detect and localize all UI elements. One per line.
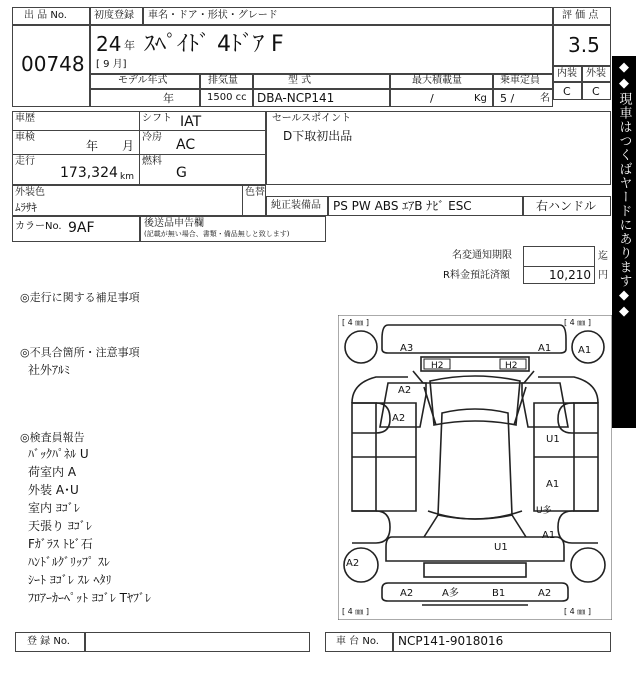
- damage-mark: A2: [392, 413, 406, 424]
- damage-mark: A2: [346, 558, 360, 569]
- inspector-item: ﾌﾛｱｰｶｰﾍﾟｯﾄ ﾖｺﾞﾚ Tﾔﾌﾞﾚ: [28, 591, 151, 605]
- damage-mark: A3: [400, 343, 414, 354]
- damage-mark: A2: [398, 385, 412, 396]
- damage-mark: A2: [538, 588, 552, 599]
- damage-mark: A1: [578, 345, 592, 356]
- tire-depth-top-left: [ 4 ㎜ ]: [342, 318, 369, 327]
- exterior-color-value: ﾑﾗｻｷ: [15, 201, 37, 214]
- equipment-value: PS PW ABS ｴｱB ﾅﾋﾞ ESC: [333, 199, 472, 213]
- inspector-item: ｼｰﾄ ﾖｺﾞﾚ ｽﾚ ﾍﾀﾘ: [28, 573, 112, 587]
- recycle-fee-value: 10,210: [549, 268, 591, 282]
- car-name: ｽﾍﾟｲﾄﾞ 4ﾄﾞｱ F: [144, 32, 284, 57]
- exterior-grade: C: [592, 85, 600, 98]
- tire-depth-top-right: [ 4 ㎜ ]: [564, 318, 591, 327]
- chassis-number-label: 車 台 No.: [336, 636, 379, 647]
- color-change-label: 色替: [245, 187, 265, 198]
- shaken-label: 車検: [15, 132, 35, 143]
- model-year-label: モデル年式: [118, 75, 168, 86]
- damage-mark: H2: [431, 361, 444, 371]
- year-suffix: 年: [124, 39, 135, 52]
- capacity-value: 5 /: [500, 92, 515, 105]
- equipment-label: 純正装備品: [271, 200, 321, 211]
- first-registration-label: 初度登録: [94, 10, 134, 21]
- displacement-label: 排気量: [208, 75, 238, 86]
- grade-label: 評 価 点: [562, 10, 599, 21]
- fuel-value: G: [176, 165, 187, 181]
- ac-label: 冷房: [142, 132, 162, 143]
- color-number-label: カラーNo.: [15, 221, 62, 232]
- defects-item: 社外ｱﾙﾐ: [28, 363, 71, 377]
- capacity-unit: 名: [540, 93, 550, 104]
- mileage-label: 走行: [15, 156, 35, 167]
- type-value: DBA-NCP141: [257, 91, 335, 105]
- inspector-item: 荷室内 A: [28, 465, 77, 479]
- yard-location-banner: [612, 56, 636, 428]
- shift-value: IAT: [180, 114, 202, 130]
- shift-label: シフト: [142, 113, 172, 124]
- displacement-value: 1500 cc: [207, 92, 247, 103]
- shaken-month: 月: [122, 139, 135, 153]
- mileage-unit: km: [120, 172, 134, 182]
- name-change-value-cell: [523, 246, 595, 267]
- later-docs-note: (記載が無い場合、書類・備品無しと致します): [144, 230, 290, 238]
- damage-mark: A1: [538, 343, 552, 354]
- model-year-value: 年: [163, 92, 174, 105]
- damage-mark: A多: [442, 588, 459, 599]
- damage-mark: A2: [400, 588, 414, 599]
- inspector-report-title: ◎検査員報告: [20, 431, 85, 444]
- recycle-fee-unit: 円: [598, 270, 608, 281]
- tire-depth-bottom-right: [ 4 ㎜ ]: [564, 607, 591, 616]
- exterior-color-cell: [12, 185, 266, 216]
- interior-grade: C: [563, 85, 571, 98]
- exterior-color-label: 外装色: [15, 187, 45, 198]
- capacity-label: 乗車定員: [500, 75, 540, 86]
- exterior-grade-label: 外装: [586, 68, 606, 79]
- driving-remarks-title: ◎走行に関する補足事項: [20, 291, 140, 304]
- first-registration-month: [ 9 月]: [96, 59, 127, 70]
- later-docs-label: 後送品申告欄: [144, 218, 204, 229]
- mileage-value: 173,324: [60, 165, 118, 181]
- damage-mark: A1: [546, 479, 560, 490]
- model-year-cell: [90, 89, 200, 107]
- name-change-label: 名変通知期限: [452, 250, 512, 261]
- defects-title: ◎不具合箇所・注意事項: [20, 346, 140, 359]
- car-name-label: 車名・ドア・形状・グレード: [148, 10, 278, 21]
- damage-mark: A1: [542, 530, 556, 541]
- max-load-label: 最大積載量: [412, 75, 462, 86]
- registration-number-label: 登 録 No.: [27, 636, 70, 647]
- inspector-item: ﾊﾝﾄﾞﾙｸﾞﾘｯﾌﾟ ｽﾚ: [28, 555, 110, 569]
- sales-point-label: セールスポイント: [272, 113, 352, 124]
- damage-mark: U1: [494, 542, 508, 553]
- tire-depth-bottom-left: [ 4 ㎜ ]: [342, 607, 369, 616]
- chassis-number-value: NCP141-9018016: [398, 634, 504, 648]
- inspector-item: 室内 ﾖｺﾞﾚ: [28, 501, 80, 515]
- steering-value: 右ハンドル: [536, 199, 597, 213]
- color-number-value: 9AF: [68, 220, 95, 236]
- max-load-value: /: [430, 92, 434, 105]
- type-label-cell: [253, 74, 390, 89]
- recycle-fee-label: R料金預託済額: [443, 270, 510, 281]
- max-load-unit: Kg: [474, 93, 487, 104]
- shaken-year: 年: [86, 139, 99, 153]
- car-damage-diagram: [338, 315, 612, 620]
- history-label: 車歴: [15, 113, 35, 124]
- type-label: 型 式: [288, 75, 312, 86]
- sales-point-value: D下取初出品: [283, 129, 353, 143]
- inspector-item: ﾊﾞｯｸﾊﾟﾈﾙ U: [28, 447, 89, 461]
- registration-number-cell: [85, 632, 310, 652]
- damage-mark: B1: [492, 588, 506, 599]
- inspector-item: 天張り ﾖｺﾞﾚ: [28, 519, 92, 533]
- grade-value: 3.5: [568, 33, 600, 57]
- damage-mark: H2: [505, 361, 518, 371]
- damage-mark: U多: [536, 506, 552, 516]
- interior-grade-label: 内装: [557, 68, 577, 79]
- fuel-label: 燃料: [142, 156, 162, 167]
- lot-number-label: 出 品 No.: [24, 10, 67, 21]
- lot-number: 00748: [21, 52, 85, 76]
- damage-mark: U1: [546, 434, 560, 445]
- ac-value: AC: [176, 137, 196, 153]
- yard-location-text: ◆◆現車はつくばヤードにあります◆◆: [616, 60, 632, 320]
- inspector-item: Fｶﾞﾗｽ ﾄﾋﾞ石: [28, 537, 93, 551]
- first-registration-year: 24: [96, 32, 122, 56]
- name-change-unit: 迄: [598, 251, 608, 262]
- inspector-item: 外装 A･U: [28, 483, 79, 497]
